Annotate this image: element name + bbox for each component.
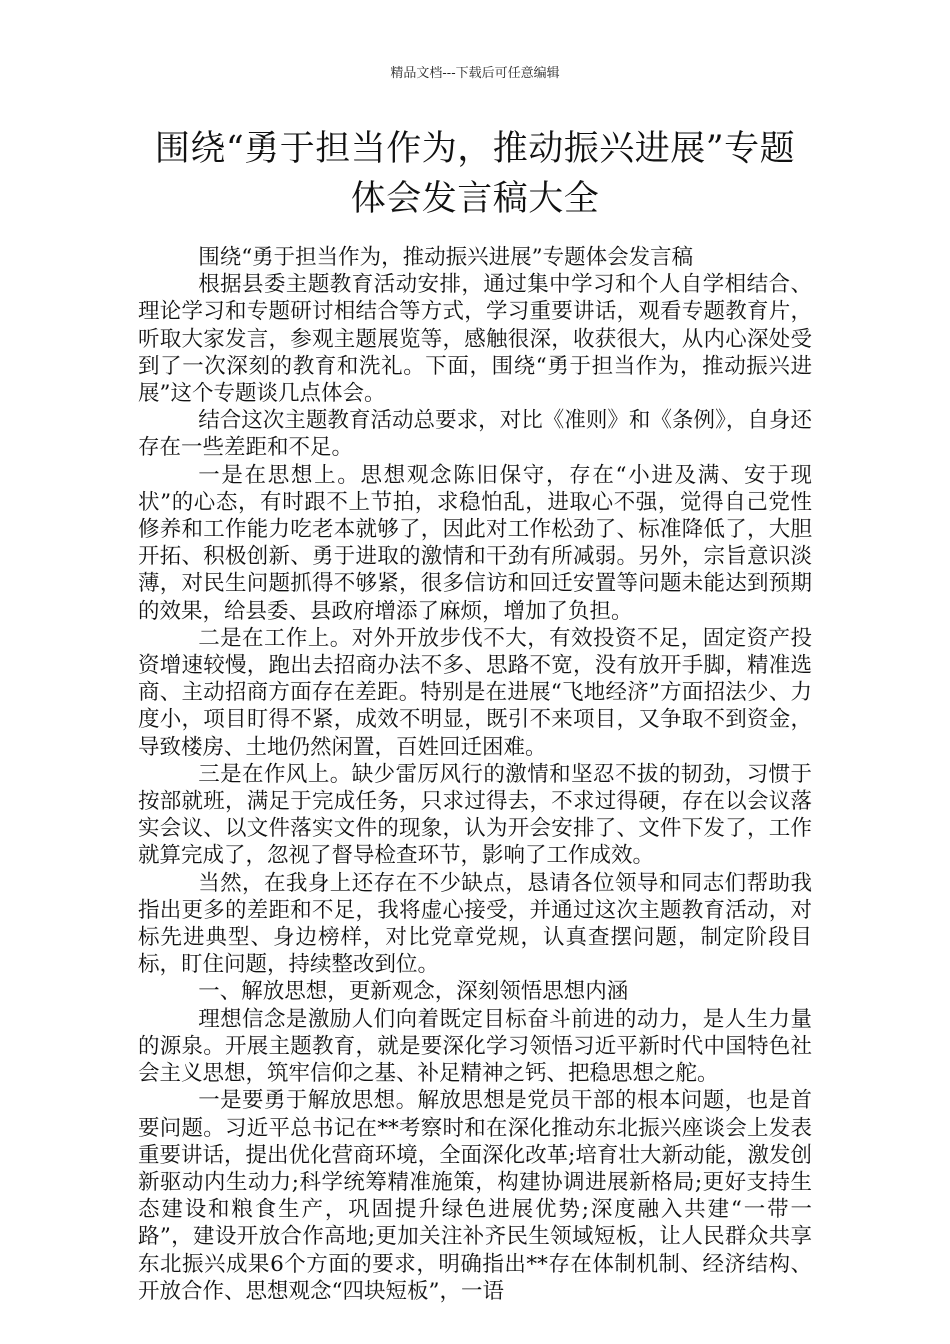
body-paragraph: 三是在作风上。缺少雷厉风行的激情和坚忍不拔的韧劲，习惯于按部就班，满足于完成任务，只求过得去，不求过得硬，存在以会议落实会议、以文件落实文件的现象，认为开会安排了、文件下发了，工作就算完成了，忽视了督导检查环节，影响了工作成效。 [138, 761, 812, 869]
body-paragraph: 一是要勇于解放思想。解放思想是党员干部的根本问题，也是首要问题。习近平总书记在**考察时和在深化推动东北振兴座谈会上发表重要讲话，提出优化营商环境，全面深化改革;培育壮大新动能，激发创新驱动内生动力;科学统筹精准施策，构建协调进展新格局;更好支持生态建设和粮食生产，巩固提升绿色进展优势;深度融入共建“一带一路”，建设开放合作高地;更加关注补齐民生领域短板，让人民群众共享东北振兴成果6个方面的要求，明确指出**存在体制机制、经济结构、开放合作、思想观念“四块短板”，一语 [138, 1088, 812, 1304]
body-paragraph: 当然，在我身上还存在不少缺点，恳请各位领导和同志们帮助我指出更多的差距和不足，我将虚心接受，并通过这次主题教育活动，对标先进典型、身边榜样，对比党章党规，认真查摆问题，制定阶段目标，盯住问题，持续整改到位。 [138, 870, 812, 978]
body-paragraph: 结合这次主题教育活动总要求，对比《准则》和《条例》，自身还存在一些差距和不足。 [138, 408, 812, 461]
section-heading: 一、解放思想，更新观念，深刻领悟思想内涵 [198, 979, 629, 1005]
body-paragraph: 根据县委主题教育活动安排，通过集中学习和个人自学相结合、理论学习和专题研讨相结合等方式，学习重要讲话，观看专题教育片，听取大家发言，参观主题展览等，感触很深，收获很大，从内心深处受到了一次深刻的教育和洗礼。下面，围绕“勇于担当作为，推动振兴进展”这个专题谈几点体会。 [138, 272, 812, 407]
document-title: 围绕“勇于担当作为，推动振兴进展”专题体会发言稿大全 [154, 129, 796, 219]
page-header-note: 精品文档---下载后可任意编辑 [390, 66, 560, 81]
body-paragraph: 围绕“勇于担当作为，推动振兴进展”专题体会发言稿 [198, 245, 694, 270]
body-paragraph: 二是在工作上。对外开放步伐不大，有效投资不足，固定资产投资增速较慢，跑出去招商办法不多、思路不宽，没有放开手脚，精准选商、主动招商方面存在差距。特别是在进展“飞地经济”方面招法少、力度小，项目盯得不紧，成效不明显，既引不来项目，又争取不到资金，导致楼房、土地仍然闲置，百姓回迁困难。 [138, 625, 812, 760]
document-body [138, 244, 812, 1305]
body-paragraph: 一是在思想上。思想观念陈旧保守，存在“小进及满、安于现状”的心态，有时跟不上节拍，求稳怕乱，进取心不强，觉得自己党性修养和工作能力吃老本就够了，因此对工作松劲了、标准降低了，大胆开拓、积极创新、勇于进取的激情和干劲有所减弱。另外，宗旨意识淡薄，对民生问题抓得不够紧，很多信访和回迁安置等问题未能达到预期的效果，给县委、县政府增添了麻烦，增加了负担。 [138, 462, 812, 624]
body-paragraph: 理想信念是激励人们向着既定目标奋斗前进的动力，是人生力量的源泉。开展主题教育，就是要深化学习领悟习近平新时代中国特色社会主义思想，筑牢信仰之基、补足精神之钙、把稳思想之舵。 [138, 1006, 812, 1087]
